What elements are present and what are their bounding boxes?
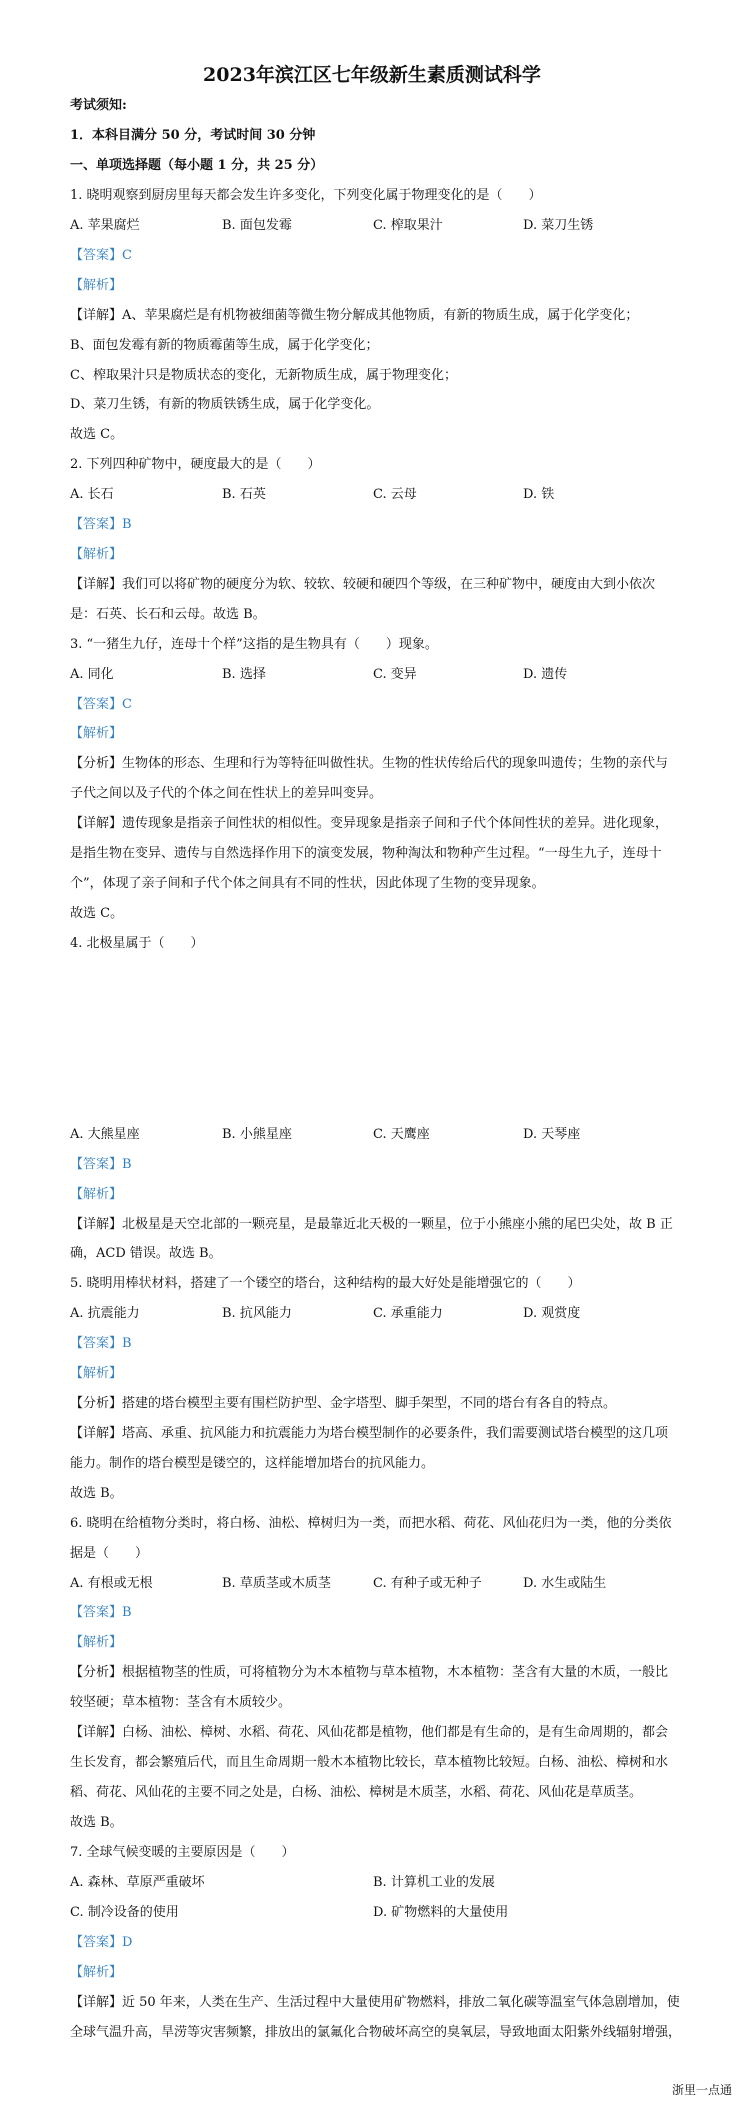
- question-7-answer: [70, 1934, 132, 1952]
- question-6-answer: [70, 1604, 132, 1622]
- explanation-line: 故选 C。: [70, 906, 124, 921]
- explanation-line: 全球气温升高，旱涝等灾害频繁，排放出的氯氟化合物破坏高空的臭氧层，导致地面太阳紫外线辐射增强，: [70, 2025, 682, 2040]
- question-2-option-a: A. 长石: [70, 487, 114, 502]
- explanation-line: 确，ACD 错误。故选 B。: [70, 1246, 222, 1261]
- question-7-option-c: C. 制冷设备的使用: [70, 1905, 179, 1920]
- question-4-stem: 4. 北极星属于（ ）: [70, 936, 204, 951]
- question-6-option-a: A. 有根或无根: [70, 1576, 153, 1591]
- question-7-option-a: A. 森林、草原严重破坏: [70, 1875, 205, 1890]
- explanation-line: 故选 C。: [70, 427, 124, 442]
- question-1-option-b: B. 面包发霉: [222, 218, 292, 233]
- question-5-option-c: C. 承重能力: [373, 1306, 443, 1321]
- question-3-option-d: D. 遗传: [523, 667, 568, 682]
- explanation-line: 【分析】根据植物茎的性质，可将植物分为木本植物与草本植物，木本植物：茎含有大量的木质，一般比: [70, 1665, 669, 1680]
- question-5-option-d: D. 观赏度: [523, 1306, 581, 1321]
- answer-tag: 【答案】C: [70, 697, 132, 712]
- explanation-line: 【详解】A、苹果腐烂是有机物被细菌等微生物分解成其他物质，有新的物质生成，属于化学变化；: [70, 308, 639, 323]
- explanation-line: 子代之间以及子代的个体之间在性状上的差异叫变异。: [70, 786, 383, 801]
- question-5-option-a: A. 抗震能力: [70, 1306, 140, 1321]
- answer-tag: 【答案】B: [70, 1157, 132, 1172]
- answer-tag: 【答案】B: [70, 517, 132, 532]
- question-5-stem: 5. 晓明用棒状材料，搭建了一个镂空的塔台，这种结构的最大好处是能增强它的（ ）: [70, 1276, 581, 1291]
- analysis-label: 【解析】: [70, 1366, 123, 1381]
- question-3-stem: 3. “一猪生九仔，连母十个样”这指的是生物具有（ ）现象。: [70, 637, 438, 652]
- question-4-option-a: A. 大熊星座: [70, 1127, 140, 1142]
- question-5-answer: [70, 1335, 132, 1353]
- explanation-line: 是指生物在变异、遗传与自然选择作用下的演变发展，物种淘汰和物种产生过程。“一母生九子，连母十: [70, 846, 662, 861]
- explanation-line: 生长发育，都会繁殖后代，而且生命周期一般木本植物比较长，草本植物比较短。白杨、油松、樟树和水: [70, 1755, 669, 1770]
- question-1-answer: [70, 247, 132, 265]
- question-3-option-c: C. 变异: [373, 667, 417, 682]
- answer-tag: 【答案】D: [70, 1935, 133, 1950]
- question-7-option-d: D. 矿物燃料的大量使用: [373, 1905, 509, 1920]
- explanation-line: 【分析】搭建的塔台模型主要有围栏防护型、金字塔型、脚手架型，不同的塔台有各自的特点。: [70, 1396, 617, 1411]
- explanation-line: 较坚硬；草本植物：茎含有木质较少。: [70, 1695, 292, 1710]
- explanation-line: C、榨取果汁只是物质状态的变化，无新物质生成，属于物理变化；: [70, 368, 457, 383]
- question-5-option-b: B. 抗风能力: [222, 1306, 292, 1321]
- question-6-stem: 6. 晓明在给植物分类时，将白杨、油松、樟树归为一类，而把水稻、荷花、风仙花归为一类，他的分类依: [70, 1516, 672, 1531]
- question-7-option-b: B. 计算机工业的发展: [373, 1875, 495, 1890]
- question-3-option-b: B. 选择: [222, 667, 266, 682]
- explanation-line: 稻、荷花、风仙花的主要不同之处是，白杨、油松、樟树是木质茎，水稻、荷花、风仙花是草质茎。: [70, 1785, 643, 1800]
- explanation-line: 是：石英、长石和云母。故选 B。: [70, 607, 266, 622]
- explanation-line: 【详解】北极星是天空北部的一颗亮星，是最靠近北天极的一颗星，位于小熊座小熊的尾巴尖处，故 B 正: [70, 1217, 673, 1232]
- question-1-option-d: D. 菜刀生锈: [523, 218, 594, 233]
- question-6-option-d: D. 水生或陆生: [523, 1576, 607, 1591]
- question-3-option-a: A. 同化: [70, 667, 114, 682]
- question-1-stem: 1. 晓明观察到厨房里每天都会发生许多变化，下列变化属于物理变化的是（ ）: [70, 188, 542, 203]
- question-4-answer: [70, 1156, 132, 1174]
- explanation-line: 【详解】近 50 年来，人类在生产、生活过程中大量使用矿物燃料，排放二氧化碳等温室气体急剧增加，使: [70, 1995, 680, 2010]
- explanation-line: B、面包发霉有新的物质霉菌等生成，属于化学变化；: [70, 338, 379, 353]
- explanation-line: D、菜刀生锈，有新的物质铁锈生成，属于化学变化。: [70, 397, 380, 412]
- explanation-line: 能力。制作的塔台模型是镂空的，这样能增加塔台的抗风能力。: [70, 1456, 435, 1471]
- page-title: 2023年滨江区七年级新生素质测试科学: [203, 64, 541, 86]
- question-6-stem: 据是（ ）: [70, 1546, 149, 1561]
- analysis-label: 【解析】: [70, 547, 123, 562]
- question-2-option-c: C. 云母: [373, 487, 417, 502]
- analysis-label: 【解析】: [70, 1635, 123, 1650]
- explanation-line: 【分析】生物体的形态、生理和行为等特征叫做性状。生物的性状传给后代的现象叫遗传；生物的亲代与: [70, 756, 669, 771]
- question-3-answer: [70, 696, 132, 714]
- analysis-label: 【解析】: [70, 1965, 123, 1980]
- notice-item: 1．本科目满分 50 分，考试时间 30 分钟: [70, 128, 316, 143]
- analysis-label: 【解析】: [70, 726, 123, 741]
- question-1-option-a: A. 苹果腐烂: [70, 218, 140, 233]
- question-6-option-c: C. 有种子或无种子: [373, 1576, 482, 1591]
- notice-heading: 考试须知:: [70, 98, 127, 113]
- question-7-stem: 7. 全球气候变暖的主要原因是（ ）: [70, 1845, 295, 1860]
- question-2-option-b: B. 石英: [222, 487, 266, 502]
- question-4-option-c: C. 天鹰座: [373, 1127, 430, 1142]
- answer-tag: 【答案】B: [70, 1605, 132, 1620]
- watermark: 浙里一点通: [671, 2083, 732, 2097]
- question-1-option-c: C. 榨取果汁: [373, 218, 443, 233]
- answer-tag: 【答案】B: [70, 1336, 132, 1351]
- analysis-label: 【解析】: [70, 278, 123, 293]
- explanation-line: 个”，体现了亲子间和子代个体之间具有不同的性状，因此体现了生物的变异现象。: [70, 876, 545, 891]
- explanation-line: 故选 B。: [70, 1815, 123, 1830]
- explanation-line: 【详解】白杨、油松、樟树、水稻、荷花、风仙花都是植物，他们都是有生命的，是有生命周期的，都会: [70, 1725, 669, 1740]
- explanation-line: 【详解】我们可以将矿物的硬度分为软、较软、较硬和硬四个等级，在三种矿物中，硬度由大到小依次: [70, 577, 656, 592]
- explanation-line: 故选 B。: [70, 1486, 123, 1501]
- analysis-label: 【解析】: [70, 1187, 123, 1202]
- section-heading: 一、单项选择题（每小题 1 分，共 25 分）: [70, 158, 324, 173]
- question-2-stem: 2. 下列四种矿物中，硬度最大的是（ ）: [70, 457, 321, 472]
- explanation-line: 【详解】塔高、承重、抗风能力和抗震能力为塔台模型制作的必要条件，我们需要测试塔台模型的这几项: [70, 1426, 669, 1441]
- question-4-option-d: D. 天琴座: [523, 1127, 581, 1142]
- question-4-option-b: B. 小熊星座: [222, 1127, 292, 1142]
- question-6-option-b: B. 草质茎或木质茎: [222, 1576, 331, 1591]
- answer-tag: 【答案】C: [70, 248, 132, 263]
- question-2-answer: [70, 516, 132, 534]
- question-2-option-d: D. 铁: [523, 487, 555, 502]
- explanation-line: 【详解】遗传现象是指亲子间性状的相似性。变异现象是指亲子间和子代个体间性状的差异。进化现象，: [70, 816, 669, 831]
